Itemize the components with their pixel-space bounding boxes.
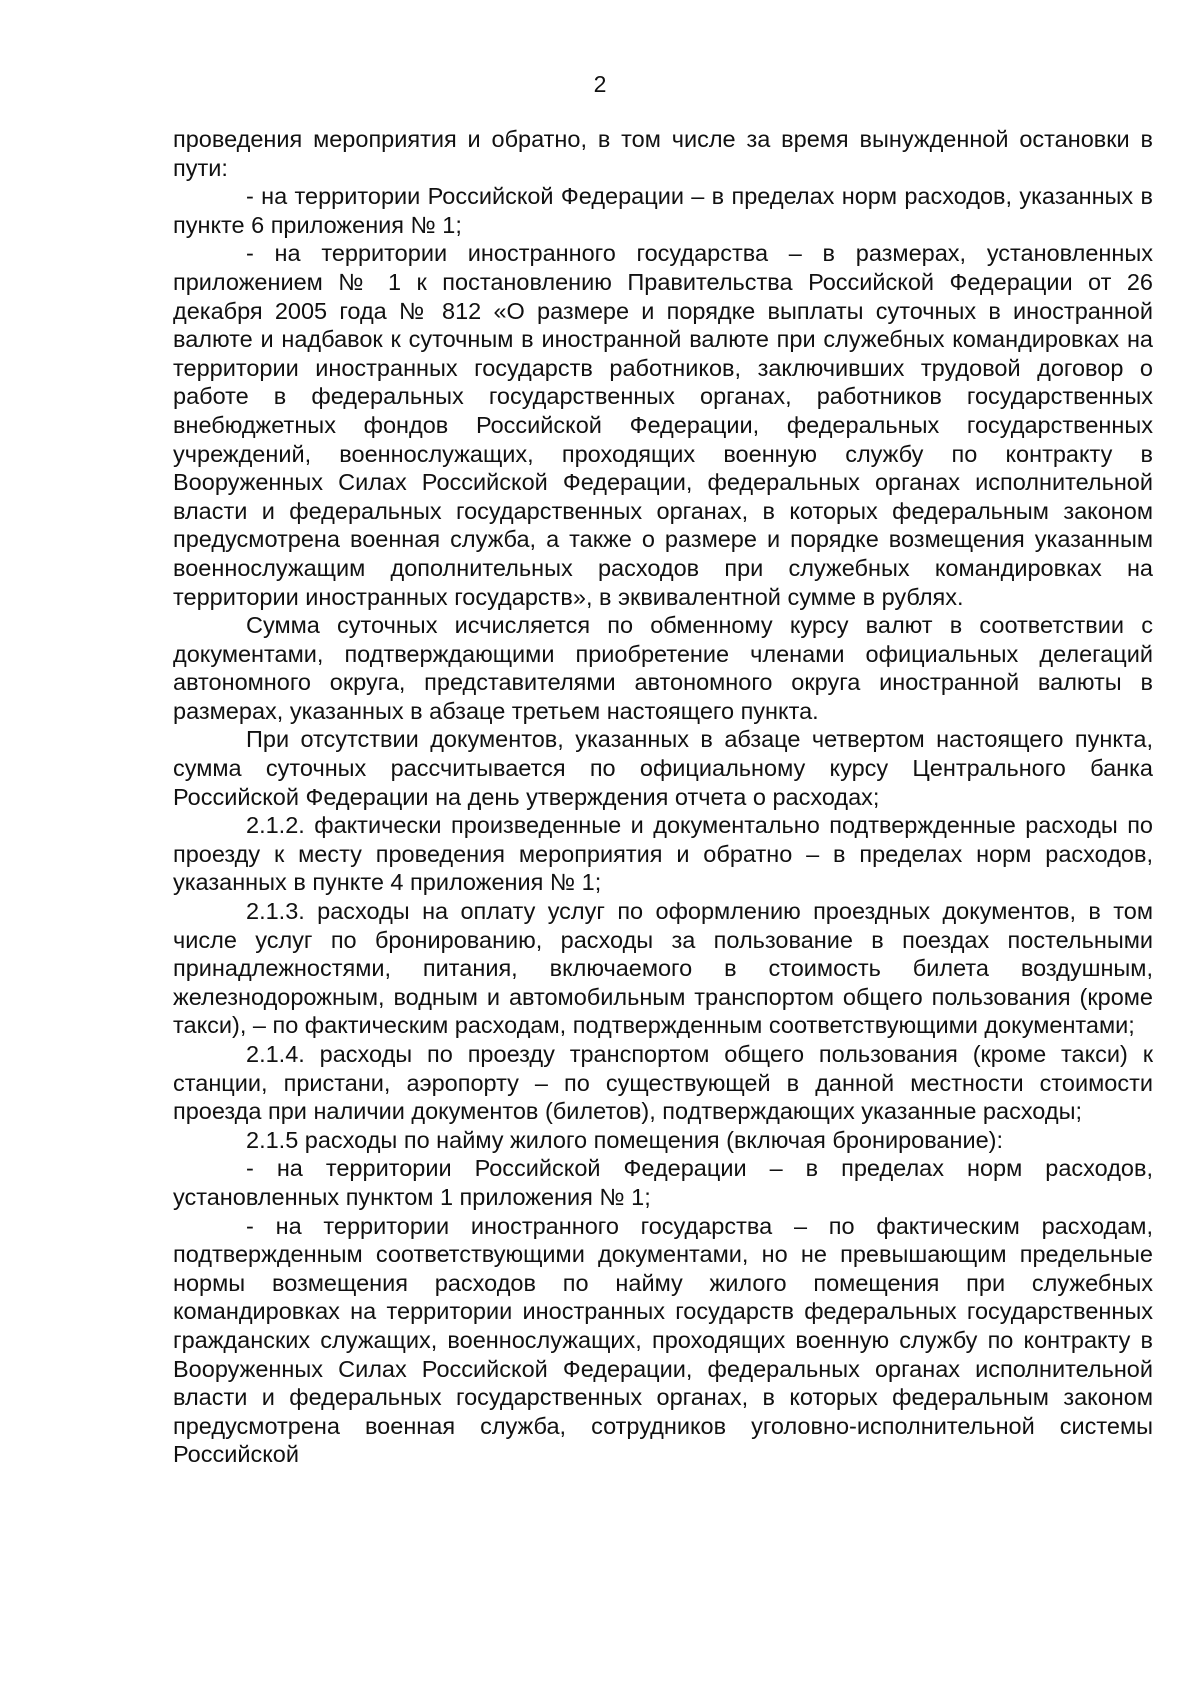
paragraph: Сумма суточных исчисляется по обменному курсу валют в соответствии с документами, подтверждающими приобретение членами официальных делегаций автономного округа, представителями автономного округа иностранной валюты в размерах, указанных в абзаце третьем настоящего пункта. [173,612,1153,724]
paragraph-2-1-2: 2.1.2. фактически произведенные и документально подтвержденные расходы по проезду к месту проведения мероприятия и обратно – в пределах норм расходов, указанных в пункте 4 приложения № 1; [173,812,1153,896]
paragraph: проведения мероприятия и обратно, в том числе за время вынужденной остановки в пути: [173,126,1153,181]
paragraph: - на территории иностранного государства – по фактическим расходам, подтвержденным соответствующими документами, но не превышающим предельные нормы возмещения расходов по найму жилого помещения при служебных командировках на территории иностранных государств федеральных государственных гражданских служащих, военнослужащих, проходящих военную службу по контракту в Вооруженных Силах Российской Федерации, федеральных органах исполнительной власти и федеральных государственных органах, в которых федеральным законом предусмотрена военная служба, сотрудников уголовно-исполнительной системы Российской [173,1212,1153,1468]
paragraph: - на территории иностранного государства – в размерах, установленных приложением № 1 к постановлению Правительства Российской Федерации от 26 декабря 2005 года № 812 «О размере и порядке выплаты суточных в иностранной валюте и надбавок к суточным в иностранной валюте при служебных командировках на территории иностранных государств работников, заключивших трудовой договор о работе в федеральных государственных органах, работников государственных внебюджетных фондов Российской Федерации, федеральных государственных учреждений, военнослужащих, проходящих военную службу по контракту в Вооруженных Силах Российской Федерации, федеральных органах исполнительной власти и федеральных государственных органах, в которых федеральным законом предусмотрена военная служба, а также о размере и порядке возмещения указанным военнослужащим дополнительных расходов при служебных командировках на территории иностранных государств», в эквивалентной сумме в рублях. [173,240,1153,610]
paragraph: При отсутствии документов, указанных в абзаце четвертом настоящего пункта, сумма суточных рассчитывается по официальному курсу Центрального банка Российской Федерации на день утверждения отчета о расходах; [173,726,1153,810]
document-body [173,125,1153,1469]
paragraph: - на территории Российской Федерации – в пределах норм расходов, указанных в пункте 6 приложения № 1; [173,183,1153,238]
paragraph-2-1-5: 2.1.5 расходы по найму жилого помещения (включая бронирование): [246,1126,1004,1153]
paragraph: - на территории Российской Федерации – в пределах норм расходов, установленных пунктом 1 приложения № 1; [173,1155,1153,1210]
page-number: 2 [593,71,607,97]
paragraph-2-1-3: 2.1.3. расходы на оплату услуг по оформлению проездных документов, в том числе услуг по бронированию, расходы за пользование в поездах постельными принадлежностями, питания, включаемого в стоимость билета воздушным, железнодорожным, водным и автомобильным транспортом общего пользования (кроме такси), – по фактическим расходам, подтвержденным соответствующими документами; [173,898,1153,1039]
paragraph-2-1-4: 2.1.4. расходы по проезду транспортом общего пользования (кроме такси) к станции, пристани, аэропорту – по существующей в данной местности стоимости проезда при наличии документов (билетов), подтверждающих указанные расходы; [173,1041,1153,1125]
